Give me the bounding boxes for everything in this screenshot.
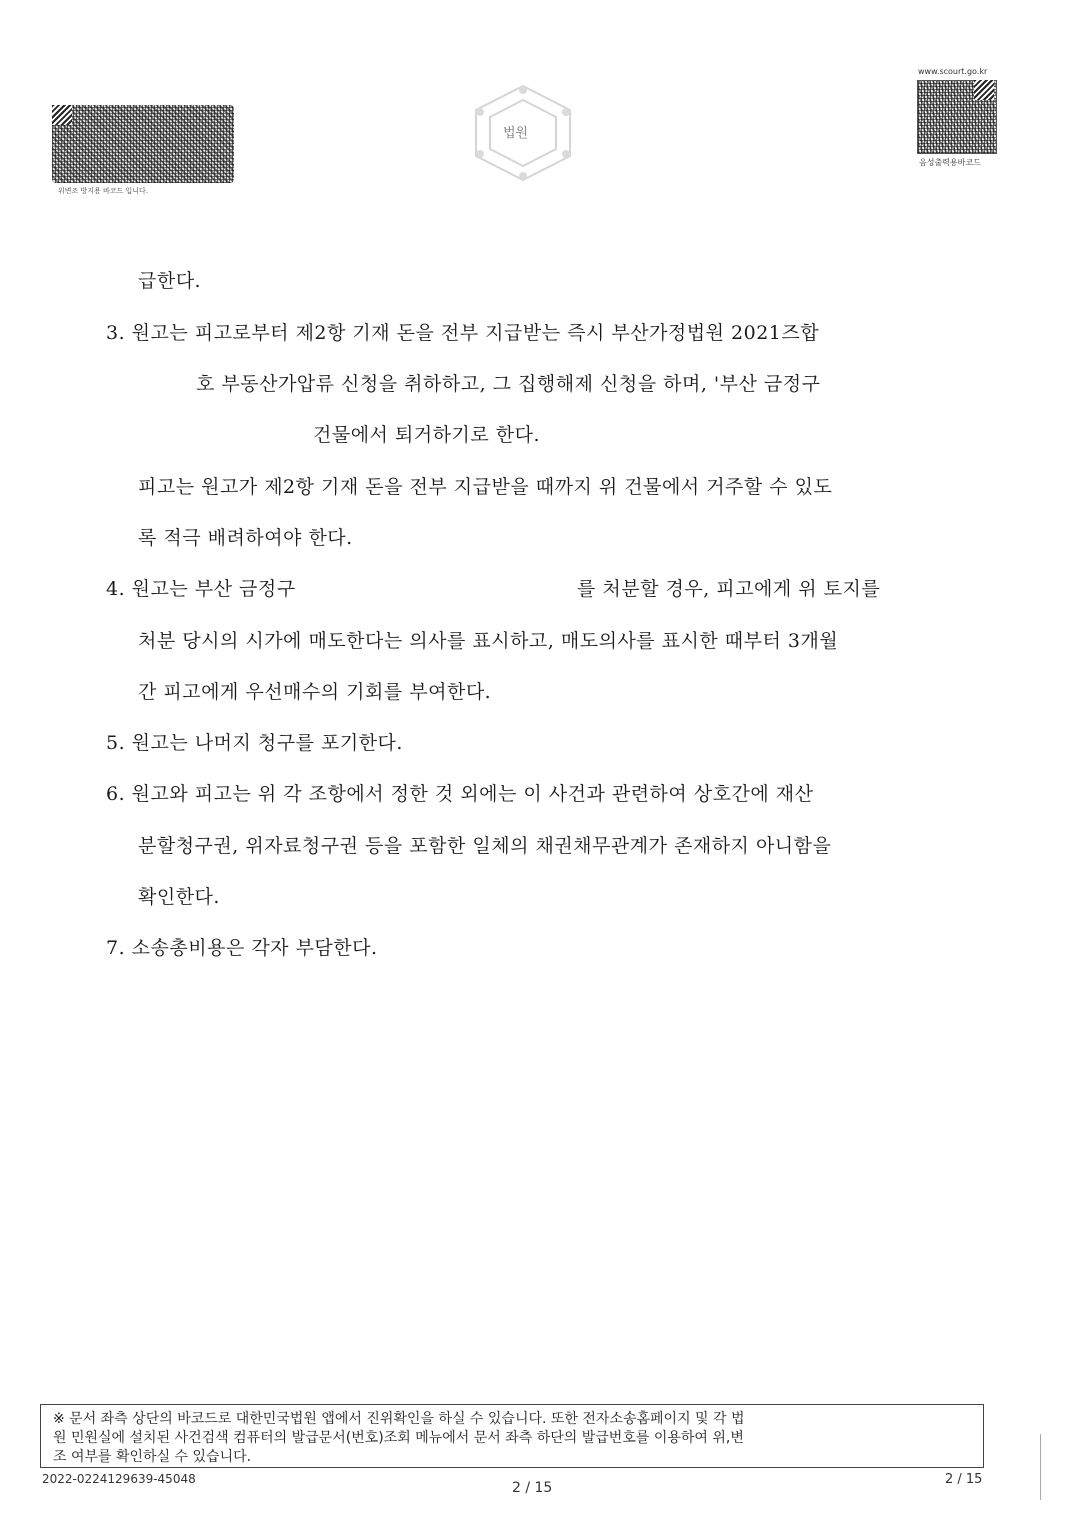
item-3-line-1: 3. 원고는 피고로부터 제2항 기재 돈을 전부 지급받는 즉시 부산가정법원 2021즈합 (106, 322, 820, 344)
item-4-line-3: 간 피고에게 우선매수의 기회를 부여한다. (138, 681, 492, 703)
item-7: 7. 소송총비용은 각자 부담한다. (106, 937, 378, 959)
item-6-line-1: 6. 원고와 피고는 위 각 조항에서 정한 것 외에는 이 사건과 관련하여 상호간에 재산 (106, 783, 814, 805)
item-6-line-3: 확인한다. (138, 886, 220, 908)
forgery-prevention-barcode (52, 105, 234, 183)
qr-corner-mark (974, 80, 994, 100)
issue-number: 2022-0224129639-45048 (42, 1472, 196, 1486)
page-number-center: 2 / 15 (512, 1480, 553, 1496)
item-5: 5. 원고는 나머지 청구를 포기한다. (106, 732, 403, 754)
notice-line-2: 원 민원실에 설치된 사건검색 컴퓨터의 발급문서(번호)조회 메뉴에서 문서 좌측 하단의 발급번호를 이용하여 위,변 (53, 1430, 744, 1446)
notice-line-3: 조 여부를 확인하실 수 있습니다. (53, 1449, 252, 1465)
barcode-corner-mark (52, 105, 72, 125)
item-3-line-3: 건물에서 퇴거하기로 한다. (313, 424, 541, 446)
qr-url: www.scourt.go.kr (918, 67, 988, 76)
notice-line-1: ※ 문서 좌측 상단의 바코드로 대한민국법원 앱에서 진위확인을 하실 수 있습니다. 또한 전자소송홈페이지 및 각 법 (53, 1411, 745, 1427)
qr-caption: 음성출력용바코드 (919, 158, 981, 167)
item-3-para-line-2: 록 적극 배려하여야 한다. (138, 527, 353, 549)
item-4-line-1a: 4. 원고는 부산 금정구 (106, 578, 296, 600)
page-number-right: 2 / 15 (945, 1472, 983, 1487)
item-3-para-line-1: 피고는 원고가 제2항 기재 돈을 전부 지급받을 때까지 위 건물에서 거주할 수 있도 (138, 476, 833, 498)
item-3-line-2: 호 부동산가압류 신청을 취하하고, 그 집행해제 신청을 하며, '부산 금정구 (196, 373, 821, 395)
item-4-line-2: 처분 당시의 시가에 매도한다는 의사를 표시하고, 매도의사를 표시한 때부터 3개월 (138, 630, 839, 652)
continued-line: 급한다. (138, 270, 202, 292)
item-4-line-1b: 를 처분할 경우, 피고에게 위 토지를 (577, 578, 881, 600)
barcode-caption: 위변조 방지용 바코드 입니다. (58, 187, 149, 195)
emblem-text: 법원 (503, 126, 529, 141)
verification-notice-box (40, 1404, 984, 1468)
edge-mark (1040, 1434, 1041, 1500)
item-6-line-2: 분할청구권, 위자료청구권 등을 포함한 일체의 채권채무관계가 존재하지 아니함을 (138, 835, 832, 857)
